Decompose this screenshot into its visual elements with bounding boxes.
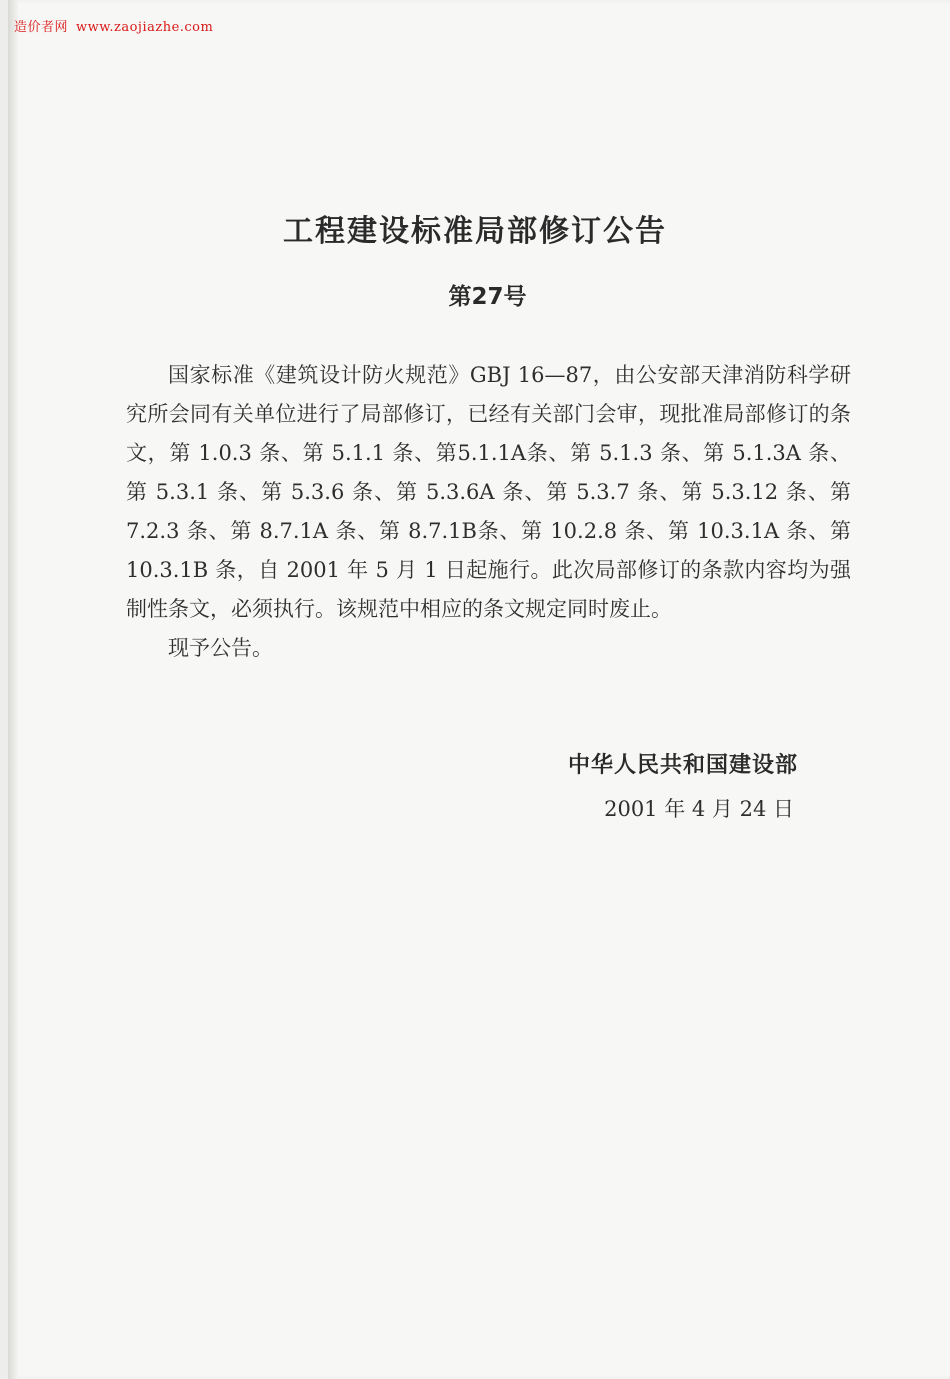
site-watermark xyxy=(14,16,213,35)
signature-block xyxy=(568,748,798,823)
body-paragraph-closing: 现予公告。 xyxy=(168,636,273,660)
watermark-site-name: 造价者网 xyxy=(14,20,69,35)
announcement-body xyxy=(126,356,851,668)
body-paragraph-main: 国家标准《建筑设计防火规范》GBJ 16—87，由公安部天津消防科学研究所会同有关单位进行了局部修订，已经有关部门会审，现批准局部修订的条文，第 1.0.3 条、第 5.1.1 条、第5.1.1A条、第 5.1.3 条、第 5.1.3A 条、第 5.3.1 条、第 5.3.6 条、第 5.3.6A 条、第 5.3.7 条、第 5.3.12 条、第 7.2.3 条、第 8.7.1A 条、第 8.7.1B条、第 10.2.8 条、第 10.3.1A 条、第 10.3.1B 条，自 2001 年 5 月 1 日起施行。此次局部修订的条款内容均为强制性条文，必须执行。该规范中相应的条文规定同时废止。 xyxy=(126,363,851,621)
announcement-title: 工程建设标准局部修订公告 xyxy=(283,214,667,249)
issuer-name: 中华人民共和国建设部 xyxy=(567,753,798,778)
issue-date: 2001 年 4 月 24 日 xyxy=(604,797,794,821)
announcement-number: 第27号 xyxy=(448,284,527,310)
watermark-url: www.zaojiazhe.com xyxy=(76,20,214,35)
